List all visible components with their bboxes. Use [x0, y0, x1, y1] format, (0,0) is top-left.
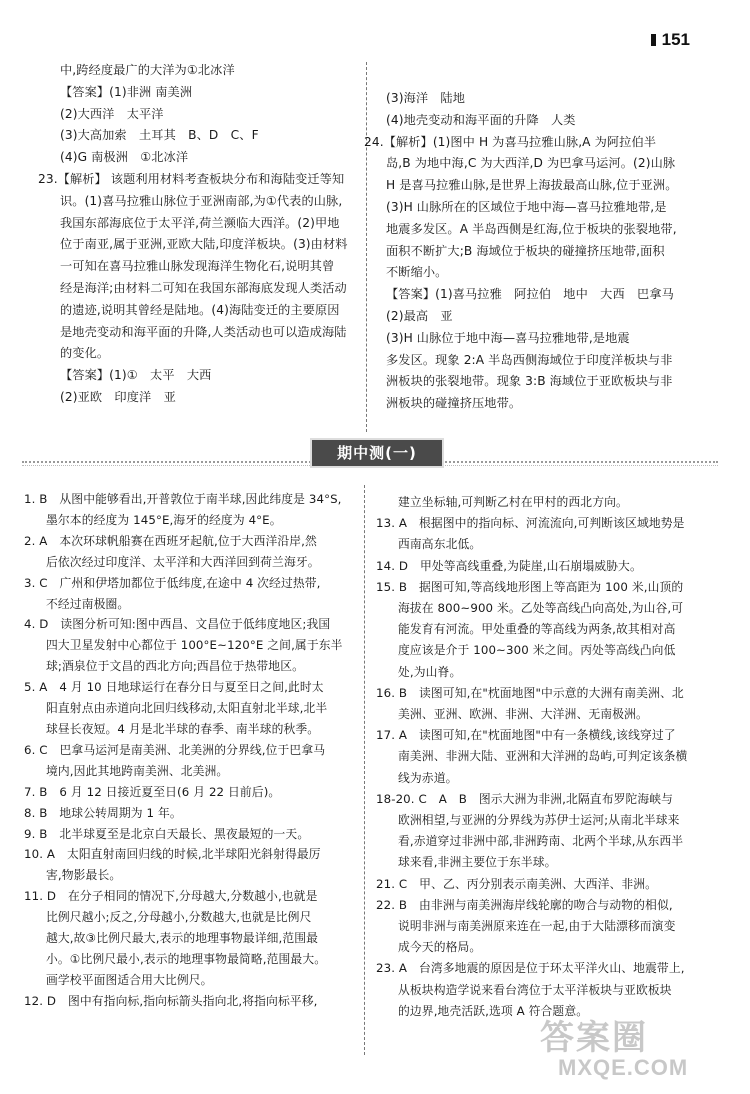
- column-divider-bottom: [364, 485, 365, 1055]
- answer-line: 6. C 巴拿马运河是南美洲、北美洲的分界线,位于巴拿马: [24, 742, 326, 757]
- answer-line: 16. B 读图可知,在"枕面地图"中示意的大洲有南美洲、北: [376, 685, 684, 700]
- answer-line: 23. A 台湾多地震的原因是位于环太平洋火山、地震带上,: [376, 961, 685, 976]
- text-line: 地震多发区。A 半岛西侧是红海,位于板块的张裂地带,: [386, 221, 677, 236]
- answer-line: 21. C 甲、乙、丙分别表示南美洲、大西洋、非洲。: [376, 876, 658, 891]
- text-line: 洲板块的张裂地带。现象 3:B 海域位于亚欧板块与非: [386, 374, 673, 389]
- answer-line: 4. D 读图分析可知:图中西昌、文昌位于低纬度地区;我国: [24, 617, 331, 632]
- text-line: 的变化。: [60, 346, 110, 361]
- answer-line: 的边界,地壳活跃,选项 A 符合题意。: [398, 1003, 589, 1018]
- text-line: (3)H 山脉所在的区域位于地中海—喜马拉雅地带,是: [386, 199, 667, 214]
- answer-line: 海拔在 800~900 米。乙处等高线凸向高处,为山谷,可: [398, 601, 684, 616]
- section-header: [22, 439, 718, 471]
- text-line: 岛,B 为地中海,C 为大西洋,D 为巴拿马运河。(2)山脉: [386, 156, 676, 171]
- text-line: 面积不断扩大;B 海域位于板块的碰撞挤压地带,面积: [386, 243, 665, 258]
- answer-line: 线为赤道。: [398, 770, 458, 785]
- answer-line: 球来看,非洲主要位于东半球。: [398, 855, 557, 870]
- answer-line: 1. B 从图中能够看出,开普敦位于南半球,因此纬度是 34°S,: [24, 492, 342, 506]
- text-line: (2)大西洋 太平洋: [60, 106, 164, 121]
- text-line: 多发区。现象 2:A 半岛西侧海域位于印度洋板块与非: [386, 352, 673, 367]
- text-line: 位于南亚,属于亚洲,亚欧大陆,印度洋板块。(3)由材料: [60, 237, 348, 252]
- answer-line: 8. B 地球公转周期为 1 年。: [24, 805, 182, 820]
- text-line: 中,跨经度最广的大洋为①北冰洋: [60, 63, 235, 77]
- watermark-url: MXQE.COM: [558, 1055, 689, 1080]
- text-line: 【答案】(1)① 太平 大西: [60, 368, 212, 383]
- text-line: 是地壳变动和海平面的升降,人类活动也可以造成海陆: [60, 324, 347, 339]
- page-number: [651, 30, 690, 50]
- text-line: 【答案】(1)喜马拉雅 阿拉伯 地中 大西 巴拿马: [386, 287, 674, 302]
- answer-line: 度应该是介于 100~300 米之间。丙处等高线凸向低: [398, 643, 676, 658]
- answer-line: 处,为山脊。: [398, 664, 462, 679]
- answer-line: 成今天的格局。: [398, 940, 482, 955]
- answer-line: 12. D 图中有指向标,指向标箭头指向北,将指向标平移,: [24, 993, 318, 1008]
- answer-line: 害,物影最长。: [46, 868, 122, 883]
- section-title: 期中测(一): [312, 440, 442, 466]
- answer-line: 球昼长夜短。4 月是北半球的春季、南半球的秋季。: [46, 721, 320, 736]
- answer-line: 说明非洲与南美洲原来连在一起,由于大陆漂移而演变: [398, 919, 676, 934]
- text-line: H 是喜马拉雅山脉,是世界上海拔最高山脉,位于亚洲。: [386, 178, 678, 193]
- text-line: 不断缩小。: [386, 265, 448, 280]
- watermark-text: 答案圈: [540, 1019, 648, 1057]
- column-divider-top: [366, 62, 367, 432]
- text-line: 23.【解析】 该题利用材料考查板块分布和海陆变迁等知: [38, 171, 345, 186]
- watermark-logo: [540, 1020, 740, 1090]
- answer-line: 后依次经过印度洋、太平洋和大西洋回到荷兰海牙。: [46, 554, 320, 569]
- text-line: 识。(1)喜马拉雅山脉位于亚洲南部,为①代表的山脉,: [60, 193, 343, 208]
- top-left-column: [38, 60, 356, 409]
- text-line: 的遗迹,说明其曾经是陆地。(4)海陆变迁的主要原因: [60, 302, 340, 317]
- answer-line: 墨尔本的经度为 145°E,海牙的经度为 4°E。: [46, 512, 282, 527]
- page-number-text: 151: [661, 30, 690, 49]
- answer-line: 10. A 太阳直射南回归线的时候,北半球阳光斜射得最厉: [24, 847, 321, 862]
- text-line: (4)地壳变动和海平面的升降 人类: [386, 112, 576, 127]
- text-line: (3)H 山脉位于地中海—喜马拉雅地带,是地震: [386, 330, 630, 345]
- text-line: (2)最高 亚: [386, 308, 453, 323]
- text-line: 我国东部海底位于太平洋,荷兰濒临大西洋。(2)甲地: [60, 215, 340, 230]
- text-line: (4)G 南极洲 ①北冰洋: [60, 150, 189, 165]
- text-line: 一可知在喜马拉雅山脉发现海洋生物化石,说明其曾: [60, 259, 335, 274]
- text-line: (3)海洋 陆地: [386, 91, 466, 105]
- answer-line: 2. A 本次环球帆船赛在西班牙起航,位于大西洋沿岸,然: [24, 533, 317, 548]
- answer-line: 四大卫星发射中心都位于 100°E~120°E 之间,属于东半: [46, 638, 343, 653]
- answer-line: 9. B 北半球夏至是北京白天最长、黑夜最短的一天。: [24, 826, 310, 841]
- text-line: (2)亚欧 印度洋 亚: [60, 389, 176, 404]
- answer-line: 美洲、亚洲、欧洲、非洲、大洋洲、无南极洲。: [398, 707, 648, 722]
- answer-line: 从板块构造学说来看台湾位于太平洋板块与亚欧板块: [398, 982, 672, 997]
- answer-line: 能发育有河流。甲处重叠的等高线为两条,故其相对高: [398, 622, 676, 637]
- bottom-left-column: [24, 489, 354, 1012]
- answer-line: 比例尺越小;反之,分母越小,分数越大,也就是比例尺: [46, 910, 312, 925]
- answer-line: 欧洲相望,与亚洲的分界线为苏伊士运河;从南北半球来: [398, 813, 680, 828]
- text-line: 经是海洋;由材料二可知在我国东部海底发现人类活动: [60, 280, 347, 295]
- answer-line: 3. C 广州和伊塔加都位于低纬度,在途中 4 次经过热带,: [24, 575, 321, 590]
- text-line: (3)大高加索 土耳其 B、D C、F: [60, 128, 259, 143]
- answer-line: 22. B 由非洲与南美洲海岸线轮廓的吻合与动物的相似,: [376, 897, 673, 912]
- answer-line: 7. B 6 月 12 日接近夏至日(6 月 22 日前后)。: [24, 784, 281, 799]
- answer-line: 阳直射点由赤道向北回归线移动,太阳直射北半球,北半: [46, 701, 328, 716]
- answer-line: 球;酒泉位于文昌的西北方向;西昌位于热带地区。: [46, 659, 304, 674]
- answer-line: 13. A 根据图中的指向标、河流流向,可判断该区域地势是: [376, 516, 685, 531]
- answer-line: 不经过南极圈。: [46, 596, 130, 611]
- top-right-column: [364, 88, 716, 415]
- answer-line: 西南高东北低。: [398, 537, 482, 552]
- answer-line: 画学校平面图适合用大比例尺。: [46, 972, 213, 987]
- answer-line: 18-20. C A B 图示大洲为非洲,北隔直布罗陀海峡与: [376, 791, 674, 806]
- text-line: 【答案】(1)非洲 南美洲: [60, 84, 193, 99]
- answer-line: 越大,故③比例尺最大,表示的地理事物最详细,范围最: [46, 931, 319, 946]
- answer-line: 15. B 据图可知,等高线地形图上等高距为 100 米,山顶的: [376, 579, 684, 594]
- answer-line: 14. D 甲处等高线重叠,为陡崖,山石崩塌威胁大。: [376, 558, 642, 573]
- page-marker-icon: [651, 34, 656, 46]
- answer-line: 5. A 4 月 10 日地球运行在春分日与夏至日之间,此时太: [24, 680, 324, 695]
- text-line: 洲板块的碰撞挤压地带。: [386, 396, 522, 411]
- answer-line: 11. D 在分子相同的情况下,分母越大,分数越小,也就是: [24, 889, 318, 904]
- bottom-right-column: [376, 492, 716, 1022]
- answer-line: 境内,因此其地跨南美洲、北美洲。: [46, 763, 229, 778]
- text-line: 24.【解析】(1)图中 H 为喜马拉雅山脉,A 为阿拉伯半: [364, 134, 657, 149]
- answer-line: 南美洲、非洲大陆、亚洲和大洋洲的岛屿,可判定该条横: [398, 749, 688, 764]
- answer-line: 建立坐标轴,可判断乙村在甲村的西北方向。: [398, 495, 628, 509]
- answer-line: 看,赤道穿过非洲中部,非洲跨南、北两个半球,从东西半: [398, 834, 684, 849]
- answer-line: 小。①比例尺最小,表示的地理事物最简略,范围最大。: [46, 951, 327, 966]
- answer-line: 17. A 读图可知,在"枕面地图"中有一条横线,该线穿过了: [376, 728, 676, 743]
